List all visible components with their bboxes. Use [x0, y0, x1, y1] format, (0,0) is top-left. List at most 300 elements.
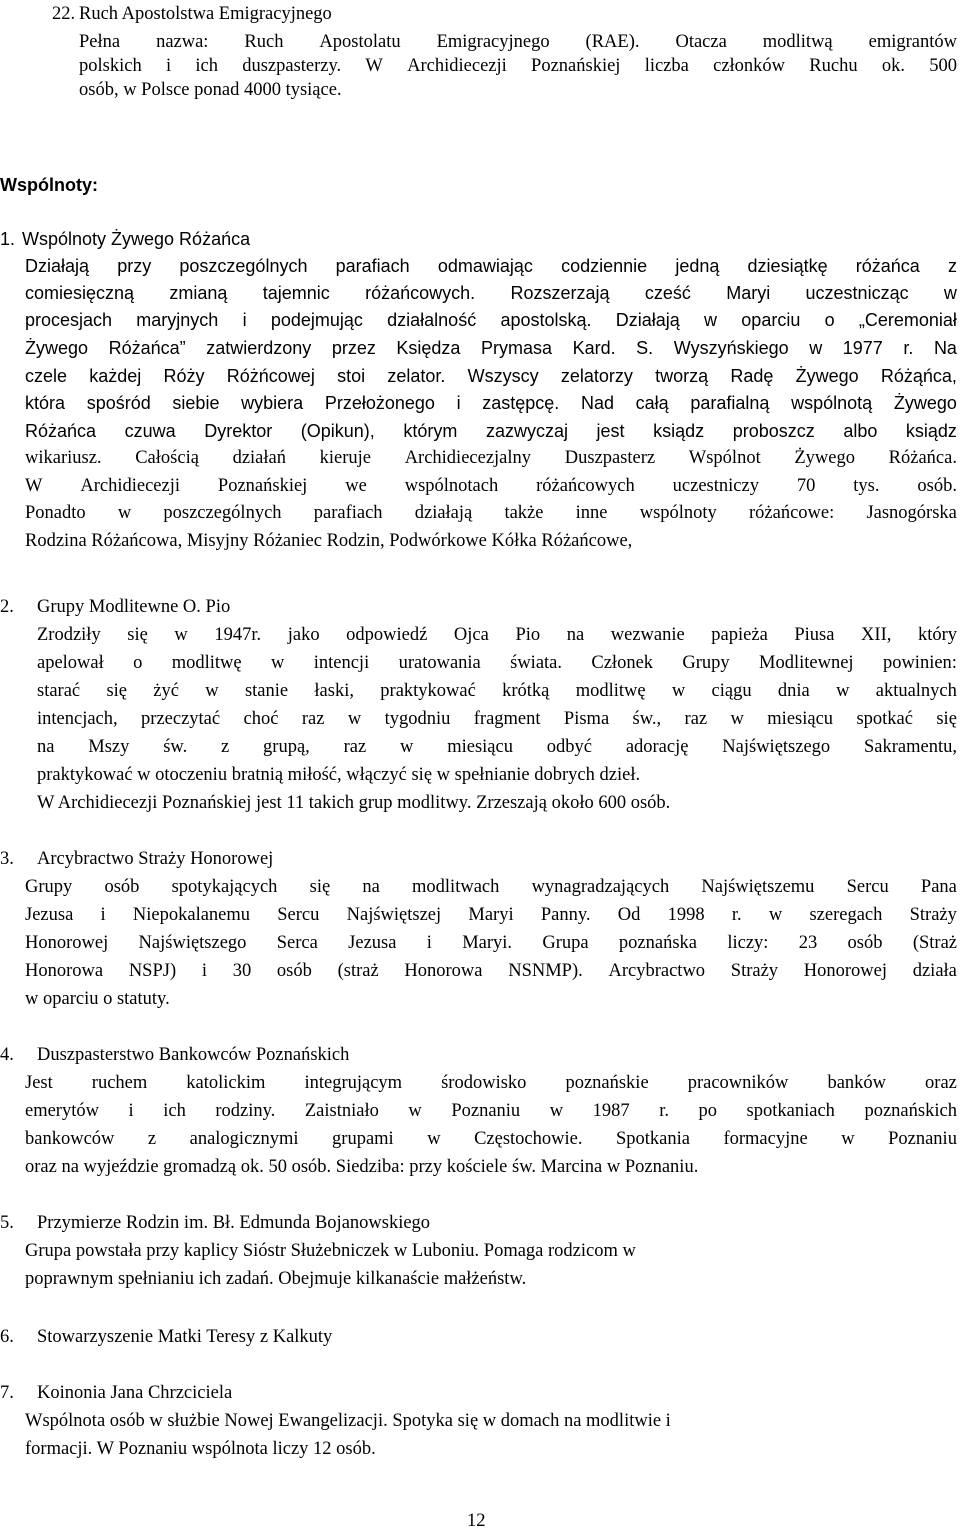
section-title: Koinonia Jana Chrzciciela	[37, 1383, 233, 1403]
section-number: 5.	[0, 1213, 14, 1233]
paragraph-line	[25, 875, 957, 899]
word: Radę	[730, 366, 774, 386]
word: w	[704, 310, 718, 330]
word: 1947r.	[214, 625, 262, 645]
word: zelator.	[387, 366, 446, 386]
paragraph-line	[37, 679, 957, 703]
word: Sercu	[277, 905, 320, 925]
word: choć	[243, 709, 279, 729]
word: z	[147, 1129, 157, 1149]
section-number: 4.	[0, 1045, 14, 1065]
word: r.	[903, 338, 914, 358]
word: zatwierdzony	[206, 338, 312, 358]
word: katolickim	[186, 1073, 266, 1093]
word: i	[100, 905, 106, 925]
word: działa	[912, 961, 957, 981]
word: pracowników	[687, 1073, 789, 1093]
word: podejmując	[270, 310, 363, 330]
word: odpowiedź	[346, 625, 428, 645]
section-number: 1.	[0, 229, 16, 249]
word: w	[671, 681, 686, 701]
word: Archidiecezji	[407, 56, 507, 76]
word: Pana	[920, 877, 957, 897]
section-heading	[52, 2, 332, 26]
word: wspólnotach	[404, 476, 499, 496]
word: liczy:	[727, 933, 769, 953]
word: jedną	[675, 256, 720, 276]
paragraph-line	[37, 623, 957, 647]
word: osób	[276, 961, 312, 981]
paragraph-line	[25, 1071, 957, 1095]
section-number: 6.	[0, 1327, 14, 1347]
word: Honorowa	[25, 961, 104, 981]
word: w	[174, 625, 188, 645]
word: parafiach	[313, 503, 383, 523]
word: tworzą	[655, 366, 709, 386]
word: Przełożonego	[324, 393, 435, 413]
word: zmianą	[169, 283, 228, 303]
word: ksiądz	[905, 421, 957, 441]
word: Jest	[25, 1073, 53, 1093]
word: Ruch	[244, 32, 284, 52]
word: Jasnogórska	[866, 503, 957, 523]
word: wybiera	[241, 393, 304, 413]
word: św.	[163, 737, 188, 757]
paragraph-line: W Archidiecezji Poznańskiej jest 11 takich grup modlitwy. Zrzeszają około 600 osób.	[37, 793, 671, 813]
paragraph-line: praktykować w otoczeniu bratnią miłość, włączyć się w spełnianie dobrych dzieł.	[37, 765, 641, 785]
word: Archidiecezji	[80, 476, 181, 496]
section-heading	[0, 1325, 332, 1349]
word: analogicznymi	[189, 1129, 299, 1149]
word: Modlitewnej	[759, 653, 854, 673]
word: w	[841, 1129, 855, 1149]
word: miesiącu	[767, 709, 834, 729]
paragraph-line	[25, 501, 957, 525]
word: Nad	[580, 393, 614, 413]
word: Całością	[135, 448, 199, 468]
word: (RAE).	[585, 32, 640, 52]
word: Działają	[25, 256, 90, 276]
section-number: 2.	[0, 597, 14, 617]
word: członków	[713, 56, 786, 76]
section-number: 3.	[0, 849, 14, 869]
word: Prymasa	[481, 338, 553, 358]
word: Poznańskiej	[217, 476, 308, 496]
paragraph-line	[79, 30, 957, 54]
paragraph-line	[25, 254, 957, 278]
word: która	[25, 393, 66, 413]
word: (straż	[337, 961, 379, 981]
word: 1998	[667, 905, 705, 925]
word: wikariusz.	[25, 448, 102, 468]
word: Grupy	[25, 877, 73, 897]
word: w	[836, 681, 850, 701]
word: żyć	[153, 681, 179, 701]
word: Najświętszemu	[701, 877, 815, 897]
word: którym	[403, 421, 458, 441]
word: Pio	[515, 625, 541, 645]
word: ich	[163, 1101, 186, 1121]
word: zelatorzy	[560, 366, 633, 386]
word: siebie	[172, 393, 220, 413]
word: odbyć	[546, 737, 592, 757]
word: Księdza	[396, 338, 461, 358]
word: stoi	[337, 366, 366, 386]
word: Honorowej	[25, 933, 109, 953]
word: Jezusa	[348, 933, 397, 953]
word: emerytów	[25, 1101, 99, 1121]
paragraph-line: Grupa powstała przy kaplicy Sióstr Służebniczek w Luboniu. Pomaga rodzicom w	[25, 1241, 636, 1261]
word: starać	[37, 681, 81, 701]
word: kieruje	[319, 448, 372, 468]
word: o	[824, 310, 835, 330]
word: fragment	[473, 709, 541, 729]
word: 500	[929, 56, 957, 76]
page-number: 12	[467, 1511, 486, 1531]
word: codziennie	[561, 256, 648, 276]
word: Różńcowej	[226, 366, 315, 386]
word: NSNMP).	[508, 961, 583, 981]
word: się	[106, 681, 127, 701]
word: Dyrektor	[204, 421, 273, 441]
word: NSPJ)	[128, 961, 177, 981]
paragraph-line	[25, 959, 957, 983]
word: Najświętszej	[346, 905, 442, 925]
paragraph-line	[37, 707, 957, 731]
word: Częstochowie.	[474, 1129, 583, 1149]
paragraph-line: Wspólnota osób w służbie Nowej Ewangelizacji. Spotyka się w domach na modlitwie i	[25, 1411, 671, 1431]
word: Grupa	[542, 933, 589, 953]
word: w	[347, 709, 362, 729]
word: z	[947, 256, 957, 276]
section-heading	[0, 1381, 232, 1405]
word: zazwyczaj	[485, 421, 568, 441]
word: Pisma	[563, 709, 610, 729]
word: modlitwę	[575, 681, 646, 701]
word: całą	[635, 393, 669, 413]
word: tys.	[853, 476, 880, 496]
section-title: Arcybractwo Straży Honorowej	[37, 849, 274, 869]
word: Piusa	[794, 625, 835, 645]
word: w	[943, 283, 957, 303]
paragraph-line	[25, 931, 957, 955]
word: intencji	[313, 653, 370, 673]
word: i	[128, 1101, 134, 1121]
section-heading	[0, 1043, 349, 1067]
word: w	[400, 737, 414, 757]
word: przeczytać	[141, 709, 221, 729]
word: 30	[232, 961, 252, 981]
paragraph-line	[37, 651, 957, 675]
word: Wszyscy	[467, 366, 539, 386]
word: polskich	[79, 56, 142, 76]
word: odmawiając	[437, 256, 533, 276]
word: maryjnych	[136, 310, 219, 330]
word: S.	[636, 338, 654, 358]
word: emigrantów	[868, 32, 957, 52]
word: Maryi.	[462, 933, 513, 953]
word: się	[309, 877, 331, 897]
word: po	[698, 1101, 717, 1121]
word: się	[127, 625, 148, 645]
word: wezwanie	[610, 625, 685, 645]
word: jako	[287, 625, 320, 645]
word: czele	[25, 366, 68, 386]
word: XII,	[861, 625, 892, 645]
word: i	[426, 933, 432, 953]
word: „Ceremoniał	[858, 310, 957, 330]
word: osób.	[917, 476, 957, 496]
word: różańcowych	[536, 476, 635, 496]
word: ok.	[881, 56, 905, 76]
word: oparciu	[741, 310, 801, 330]
word: Emigracyjnego	[436, 32, 550, 52]
word: Róży	[163, 366, 205, 386]
word: Panny.	[540, 905, 591, 925]
word: tajemnic	[262, 283, 330, 303]
word: w	[809, 338, 823, 358]
word: Serca	[276, 933, 318, 953]
word: Sakramentu,	[863, 737, 957, 757]
word: duszpasterzy.	[242, 56, 342, 76]
word: o	[133, 653, 143, 673]
paragraph-line	[37, 735, 957, 759]
word: Duszpasterz	[564, 448, 656, 468]
word: tygodniu	[384, 709, 451, 729]
word: osób	[104, 877, 140, 897]
word: Ponadto	[25, 503, 86, 523]
word: różańca	[855, 256, 920, 276]
paragraph-line	[25, 391, 957, 415]
word: (Opikun),	[300, 421, 375, 441]
word: parafialną	[690, 393, 770, 413]
word: także	[504, 503, 544, 523]
subheading: Wspólnoty:	[0, 175, 98, 195]
word: papieża	[711, 625, 768, 645]
word: w	[117, 503, 132, 523]
word: stanie	[244, 681, 289, 701]
word: Wspólnot	[688, 448, 761, 468]
section-heading	[0, 227, 250, 251]
section-title: Stowarzyszenie Matki Teresy z Kalkuty	[37, 1327, 333, 1347]
word: proboszcz	[732, 421, 815, 441]
word: comiesięczną	[25, 283, 135, 303]
word: W	[365, 56, 383, 76]
word: rodziny.	[215, 1101, 276, 1121]
word: w	[408, 1101, 422, 1121]
paragraph-line	[25, 419, 957, 443]
paragraph-line	[25, 308, 957, 332]
word: i	[201, 961, 207, 981]
word: grupą,	[263, 737, 310, 757]
paragraph-line: osób, w Polsce ponad 4000 tysiące.	[79, 80, 342, 100]
word: modlitwach	[412, 877, 500, 897]
word: różańcowych.	[365, 283, 476, 303]
word: ciągu	[711, 681, 752, 701]
word: albo	[843, 421, 878, 441]
word: osób	[847, 933, 883, 953]
word: przy	[117, 256, 152, 276]
word: Najświętszego	[722, 737, 831, 757]
word: Różańca”	[108, 338, 186, 358]
word: 70	[796, 476, 816, 496]
word: modlitwą	[762, 32, 833, 52]
word: Poznaniu	[451, 1101, 521, 1121]
word: świata.	[510, 653, 563, 673]
word: Kard.	[572, 338, 616, 358]
paragraph-line	[25, 364, 957, 388]
word: Grupy	[682, 653, 730, 673]
word: Zrodziły	[37, 625, 101, 645]
word: r.	[659, 1101, 669, 1121]
word: w	[549, 1101, 564, 1121]
word: (Straż	[912, 933, 957, 953]
word: 1977	[842, 338, 883, 358]
section-title: Duszpasterstwo Bankowców Poznańskich	[37, 1045, 350, 1065]
word: ruchem	[91, 1073, 148, 1093]
paragraph-line: poprawnym spełnianiu ich zadań. Obejmuje kilkanaście małżeństw.	[25, 1269, 527, 1289]
word: różańcowe:	[748, 503, 835, 523]
paragraph-line	[25, 903, 957, 927]
word: czuwa	[124, 421, 176, 441]
word: działają	[414, 503, 473, 523]
section-number: 7.	[0, 1383, 14, 1403]
word: procesjach	[25, 310, 113, 330]
paragraph-line	[79, 54, 957, 78]
word: r.	[731, 905, 742, 925]
word: Arcybractwo	[608, 961, 706, 981]
word: Żywego	[893, 393, 957, 413]
word: Od	[617, 905, 641, 925]
word: w	[427, 1129, 441, 1149]
word: Działają	[615, 310, 680, 330]
paragraph-line: formacji. W Poznaniu wspólnota liczy 12 osób.	[25, 1439, 376, 1459]
word: każdej	[89, 366, 142, 386]
word: Żywego	[794, 448, 855, 468]
paragraph-line: w oparciu o statuty.	[25, 989, 170, 1009]
paragraph-line: oraz na wyjeździe gromadzą ok. 50 osób. Siedziba: przy kościele św. Marcina w Poznaniu.	[25, 1157, 699, 1177]
paragraph-line	[25, 474, 957, 498]
word: uratowania	[398, 653, 481, 673]
word: Żywego	[25, 338, 89, 358]
word: bankowców	[25, 1129, 115, 1149]
word: poznańskie	[565, 1073, 649, 1093]
paragraph-line: Rodzina Różańcowa, Misyjny Różaniec Rodzin, Podwórkowe Kółka Różańcowe,	[25, 531, 633, 551]
section-title: Grupy Modlitewne O. Pio	[37, 597, 231, 617]
word: łaski,	[314, 681, 354, 701]
word: adorację	[625, 737, 689, 757]
word: wspólnoty	[639, 503, 717, 523]
section-number: 22.	[52, 4, 76, 24]
word: oraz	[925, 1073, 957, 1093]
word: Zaistniało	[304, 1101, 379, 1121]
word: z	[221, 737, 230, 757]
word: Różańca	[25, 421, 97, 441]
word: cześć	[644, 283, 691, 303]
word: we	[345, 476, 367, 496]
word: raz	[301, 709, 325, 729]
word: modlitwę	[171, 653, 242, 673]
word: Archidiecezjalny	[404, 448, 532, 468]
word: spośród	[86, 393, 151, 413]
paragraph-line	[25, 446, 957, 470]
word: Straży	[909, 905, 957, 925]
word: na	[566, 625, 585, 645]
word: Żywego	[795, 366, 859, 386]
word: Na	[933, 338, 957, 358]
word: Ojca	[453, 625, 489, 645]
word: Poznaniu	[888, 1129, 957, 1149]
section-heading	[0, 847, 273, 871]
word: zastępcę.	[482, 393, 560, 413]
word: grupami	[332, 1129, 394, 1149]
word: św.,	[632, 709, 662, 729]
word: apostolską.	[500, 310, 592, 330]
word: jest	[596, 421, 625, 441]
word: Rozszerzają	[510, 283, 610, 303]
word: Mszy	[88, 737, 130, 757]
section-title: Przymierze Rodzin im. Bł. Edmunda Bojanowskiego	[37, 1213, 431, 1233]
word: przez	[331, 338, 376, 358]
word: Poznańskiej	[531, 56, 621, 76]
word: Spotkania	[615, 1129, 690, 1149]
word: dziesiątkę	[747, 256, 828, 276]
word: na	[37, 737, 55, 757]
word: Straży	[730, 961, 779, 981]
section-heading	[0, 1211, 430, 1235]
word: Otacza	[675, 32, 727, 52]
word: Wyszyńskiego	[673, 338, 789, 358]
word: Niepokalanemu	[132, 905, 251, 925]
word: w	[205, 681, 219, 701]
word: w	[271, 653, 285, 673]
word: Różańca.	[888, 448, 957, 468]
word: Maryi	[468, 905, 514, 925]
word: W	[25, 476, 43, 496]
word: w	[730, 709, 744, 729]
section-heading	[0, 595, 230, 619]
word: Różąńca,	[880, 366, 957, 386]
word: intencjach,	[37, 709, 118, 729]
word: się	[936, 709, 957, 729]
word: formacyjne	[723, 1129, 808, 1149]
word: i	[456, 393, 461, 413]
word: Członek	[591, 653, 654, 673]
word: spotkać	[856, 709, 913, 729]
word: Jezusa	[25, 905, 74, 925]
paragraph-line	[25, 336, 957, 360]
word: praktykować	[380, 681, 476, 701]
word: poznańskich	[864, 1101, 957, 1121]
word: Honorowej	[803, 961, 887, 981]
word: wspólnotą	[791, 393, 873, 413]
word: Pełna	[79, 32, 121, 52]
word: Sercu	[846, 877, 889, 897]
paragraph-line	[25, 1099, 957, 1123]
word: działań	[232, 448, 286, 468]
word: poszczególnych	[179, 256, 308, 276]
word: Apostolatu	[319, 32, 401, 52]
word: szeregach	[809, 905, 883, 925]
section-title: Ruch Apostolstwa Emigracyjnego	[79, 4, 332, 24]
word: Honorowa	[404, 961, 483, 981]
word: Najświętszego	[138, 933, 247, 953]
word: nazwa:	[156, 32, 209, 52]
word: wynagradzających	[531, 877, 670, 897]
word: powinien:	[882, 653, 957, 673]
word: krótką	[502, 681, 550, 701]
word: apelował	[37, 653, 104, 673]
